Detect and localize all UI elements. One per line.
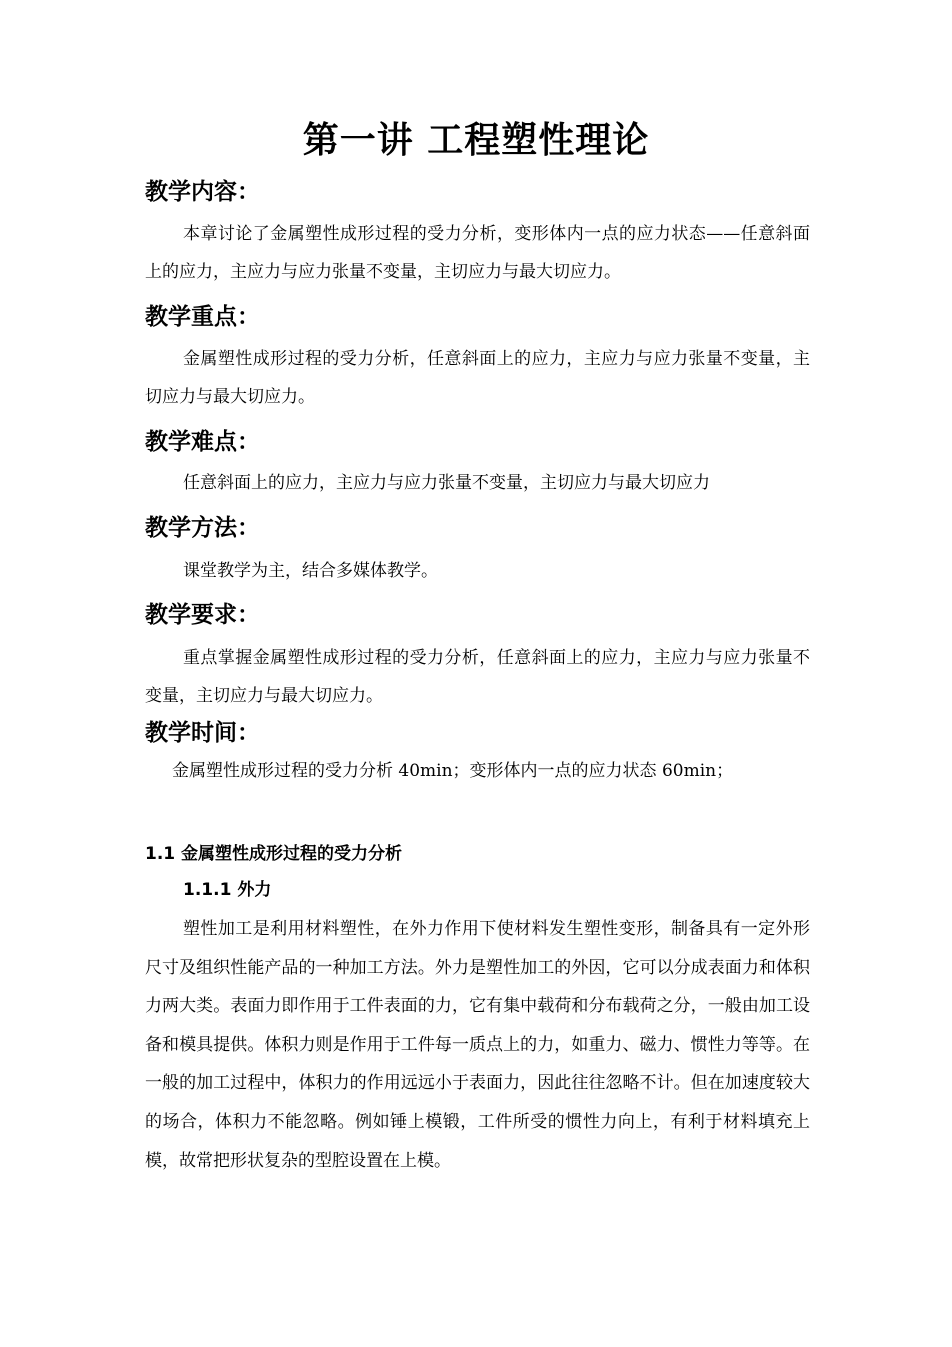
paragraph-time: 金属塑性成形过程的受力分析 40min；变形体内一点的应力状态 60min； bbox=[172, 761, 734, 781]
body-paragraph: 塑性加工是利用材料塑性，在外力作用下使材料发生塑性变形，制备具有一定外形尺寸及组织性能产品的一种加工方法。外力是塑性加工的外因，它可以分成表面力和体积力两大类。表面力即作用于工件表面的力，它有集中载荷和分布载荷之分，一般由加工设备和模具提供。体积力则是作用于工件每一质点上的力，如重力、磁力、惯性力等等。在一般的加工过程中，体积力的作用远远小于表面力，因此往往忽略不计。但在加速度较大的场合，体积力不能忽略。例如锤上模锻，工件所受的惯性力向上，有利于材料填充上模，故常把形状复杂的型腔设置在上模。 bbox=[145, 919, 810, 1171]
heading-requirements: 教学要求： bbox=[145, 602, 260, 628]
heading-key-points: 教学重点： bbox=[145, 304, 260, 330]
paragraph-key-points: 金属塑性成形过程的受力分析，任意斜面上的应力，主应力与应力张量不变量，主切应力与最大切应力。 bbox=[145, 349, 810, 407]
page-title: 第一讲 工程塑性理论 bbox=[302, 120, 650, 161]
heading-difficulties: 教学难点： bbox=[145, 429, 260, 455]
paragraph-methods: 课堂教学为主，结合多媒体教学。 bbox=[183, 561, 438, 581]
section-heading-1-1: 1.1 金属塑性成形过程的受力分析 bbox=[145, 844, 403, 864]
heading-time: 教学时间： bbox=[145, 720, 260, 746]
paragraph-teaching-content: 本章讨论了金属塑性成形过程的受力分析，变形体内一点的应力状态——任意斜面上的应力，主应力与应力张量不变量，主切应力与最大切应力。 bbox=[145, 224, 810, 282]
paragraph-requirements: 重点掌握金属塑性成形过程的受力分析，任意斜面上的应力，主应力与应力张量不变量，主切应力与最大切应力。 bbox=[145, 648, 810, 706]
heading-methods: 教学方法： bbox=[145, 515, 260, 541]
paragraph-difficulties: 任意斜面上的应力，主应力与应力张量不变量，主切应力与最大切应力 bbox=[183, 473, 710, 493]
heading-teaching-content: 教学内容： bbox=[145, 179, 260, 205]
section-heading-1-1-1: 1.1.1 外力 bbox=[183, 880, 272, 900]
